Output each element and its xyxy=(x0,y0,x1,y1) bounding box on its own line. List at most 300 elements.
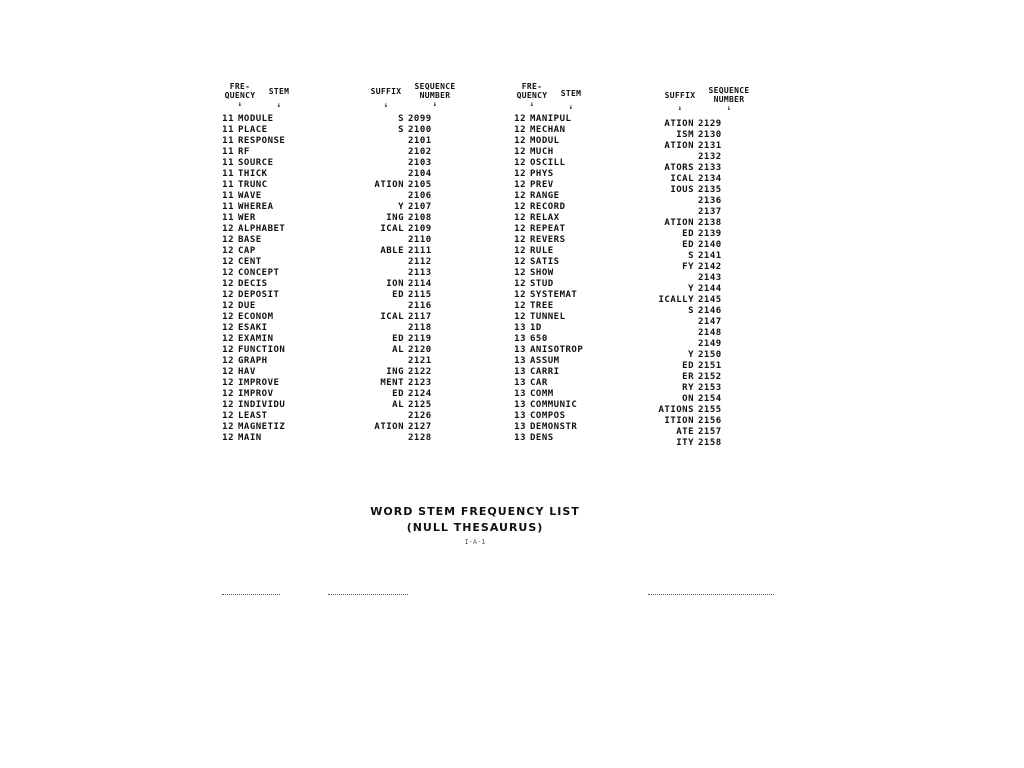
stem-cell: RANGE xyxy=(530,191,560,201)
right-table-row-sequence xyxy=(642,405,730,416)
suffix-cell: Y xyxy=(398,202,404,212)
right-header-suffix-label: SUFFIX xyxy=(664,91,696,100)
footer-rule-right xyxy=(648,594,774,595)
frequency-cell: 12 xyxy=(222,356,234,366)
right-table-row-stem xyxy=(508,114,583,125)
frequency-cell: 11 xyxy=(222,125,234,135)
suffix-cell: ED xyxy=(392,334,404,344)
stem-cell: STUD xyxy=(530,279,554,289)
right-table-row-sequence xyxy=(642,196,730,207)
frequency-cell: 12 xyxy=(514,235,526,245)
left-table-row-stem xyxy=(216,433,285,444)
right-table-row-stem xyxy=(508,191,583,202)
left-table-row-sequence xyxy=(352,411,440,422)
left-table-row-sequence xyxy=(352,345,440,356)
left-header-stem-arrow: ↓ xyxy=(276,101,282,109)
left-table-row-stem xyxy=(216,400,285,411)
stem-cell: SATIS xyxy=(530,257,560,267)
left-stem-column xyxy=(216,114,285,444)
suffix-cell: S xyxy=(398,114,404,124)
stem-cell: MODULE xyxy=(238,114,274,124)
left-table-row-sequence xyxy=(352,422,440,433)
right-table-row-sequence xyxy=(642,416,730,427)
sequence-number-cell: 2152 xyxy=(698,372,722,382)
left-header-frequency-line1: FRE- xyxy=(229,82,251,91)
left-header-stem-label: STEM xyxy=(268,87,290,96)
sequence-number-cell: 2100 xyxy=(408,125,432,135)
stem-cell: ANISOTROP xyxy=(530,345,584,355)
left-sequence-column xyxy=(352,114,440,444)
frequency-cell: 13 xyxy=(514,345,526,355)
left-header-suffix xyxy=(366,87,406,109)
sequence-number-cell: 2141 xyxy=(698,251,722,261)
right-table-row-stem xyxy=(508,125,583,136)
frequency-cell: 12 xyxy=(514,180,526,190)
left-table-row-sequence xyxy=(352,191,440,202)
right-table-row-stem xyxy=(508,268,583,279)
left-table-row-sequence xyxy=(352,290,440,301)
left-table-row-stem xyxy=(216,114,285,125)
left-table-row-sequence xyxy=(352,235,440,246)
suffix-cell: ING xyxy=(386,213,404,223)
suffix-cell: ATION xyxy=(664,218,694,228)
suffix-cell: ICAL xyxy=(670,174,694,184)
sequence-number-cell: 2116 xyxy=(408,301,432,311)
sequence-number-cell: 2107 xyxy=(408,202,432,212)
stem-cell: RECORD xyxy=(530,202,566,212)
left-table-row-sequence xyxy=(352,158,440,169)
stem-cell: REVERS xyxy=(530,235,566,245)
frequency-cell: 12 xyxy=(222,290,234,300)
stem-cell: GRAPH xyxy=(238,356,268,366)
right-table-row-sequence xyxy=(642,163,730,174)
right-table-row-sequence xyxy=(642,174,730,185)
left-table-row-sequence xyxy=(352,180,440,191)
right-header-sequence-line2: NUMBER xyxy=(713,95,745,104)
stem-cell: WER xyxy=(238,213,256,223)
right-table-row-stem xyxy=(508,334,583,345)
right-table-row-stem xyxy=(508,356,583,367)
sequence-number-cell: 2103 xyxy=(408,158,432,168)
left-table-row-stem xyxy=(216,389,285,400)
sequence-number-cell: 2124 xyxy=(408,389,432,399)
suffix-cell: AL xyxy=(392,345,404,355)
left-table-row-sequence xyxy=(352,356,440,367)
right-table-row-sequence xyxy=(642,130,730,141)
left-table-row-stem xyxy=(216,191,285,202)
sequence-number-cell: 2105 xyxy=(408,180,432,190)
stem-cell: BASE xyxy=(238,235,262,245)
left-table-row-stem xyxy=(216,345,285,356)
right-header-frequency-line2: QUENCY xyxy=(516,91,548,100)
frequency-cell: 12 xyxy=(514,312,526,322)
right-header-sequence-arrow: ↓ xyxy=(726,104,732,112)
left-table-row-stem xyxy=(216,378,285,389)
left-table-row-sequence xyxy=(352,367,440,378)
sequence-number-cell: 2125 xyxy=(408,400,432,410)
right-table-row-sequence xyxy=(642,350,730,361)
suffix-cell: ON xyxy=(682,394,694,404)
suffix-cell: ED xyxy=(682,229,694,239)
right-table-row-stem xyxy=(508,367,583,378)
frequency-cell: 11 xyxy=(222,147,234,157)
left-header-suffix-label: SUFFIX xyxy=(370,87,402,96)
right-table-row-sequence xyxy=(642,273,730,284)
page-number: I-A-1 xyxy=(464,538,486,546)
left-table-row-sequence xyxy=(352,147,440,158)
left-header-sequence-line2: NUMBER xyxy=(419,91,451,100)
stem-cell: ALPHABET xyxy=(238,224,286,234)
sequence-number-cell: 2123 xyxy=(408,378,432,388)
frequency-cell: 13 xyxy=(514,400,526,410)
right-table-row-sequence xyxy=(642,295,730,306)
left-table-row-stem xyxy=(216,224,285,235)
stem-cell: RF xyxy=(238,147,250,157)
sequence-number-cell: 2151 xyxy=(698,361,722,371)
right-table-row-stem xyxy=(508,180,583,191)
right-header-frequency xyxy=(514,82,550,108)
right-table-row-sequence xyxy=(642,306,730,317)
right-table-row-stem xyxy=(508,235,583,246)
right-table-row-sequence xyxy=(642,240,730,251)
right-header-suffix-arrow: ↓ xyxy=(677,104,683,112)
stem-cell: IMPROV xyxy=(238,389,274,399)
sequence-number-cell: 2136 xyxy=(698,196,722,206)
sequence-number-cell: 2153 xyxy=(698,383,722,393)
suffix-cell: ATION xyxy=(374,180,404,190)
stem-cell: COMM xyxy=(530,389,554,399)
suffix-cell: ATIONS xyxy=(658,405,694,415)
stem-cell: MUCH xyxy=(530,147,554,157)
right-table-row-sequence xyxy=(642,262,730,273)
right-sequence-column xyxy=(642,119,730,449)
right-table-row-sequence xyxy=(642,361,730,372)
right-table-row-sequence xyxy=(642,218,730,229)
suffix-cell: FY xyxy=(682,262,694,272)
left-table-row-sequence xyxy=(352,125,440,136)
suffix-cell: Y xyxy=(688,350,694,360)
sequence-number-cell: 2134 xyxy=(698,174,722,184)
left-table-row-stem xyxy=(216,367,285,378)
stem-cell: COMMUNIC xyxy=(530,400,578,410)
stem-cell: INDIVIDU xyxy=(238,400,286,410)
stem-cell: DUE xyxy=(238,301,256,311)
left-table-row-sequence xyxy=(352,136,440,147)
stem-cell: ECONOM xyxy=(238,312,274,322)
stem-cell: LEAST xyxy=(238,411,268,421)
frequency-cell: 12 xyxy=(222,312,234,322)
sequence-number-cell: 2121 xyxy=(408,356,432,366)
sequence-number-cell: 2139 xyxy=(698,229,722,239)
stem-cell: TRUNC xyxy=(238,180,268,190)
sequence-number-cell: 2137 xyxy=(698,207,722,217)
sequence-number-cell: 2155 xyxy=(698,405,722,415)
stem-cell: PHYS xyxy=(530,169,554,179)
sequence-number-cell: 2099 xyxy=(408,114,432,124)
sequence-number-cell: 2104 xyxy=(408,169,432,179)
frequency-cell: 11 xyxy=(222,114,234,124)
sequence-number-cell: 2154 xyxy=(698,394,722,404)
stem-cell: SYSTEMAT xyxy=(530,290,578,300)
frequency-cell: 12 xyxy=(514,279,526,289)
right-table-row-sequence xyxy=(642,372,730,383)
right-table-row-stem xyxy=(508,158,583,169)
frequency-cell: 12 xyxy=(222,411,234,421)
right-header-stem-label: STEM xyxy=(560,89,582,98)
suffix-cell: ATION xyxy=(664,119,694,129)
right-table-row-sequence xyxy=(642,141,730,152)
stem-cell: MAGNETIZ xyxy=(238,422,286,432)
left-table-row-stem xyxy=(216,312,285,323)
stem-cell: ASSUM xyxy=(530,356,560,366)
right-table-row-stem xyxy=(508,433,583,444)
frequency-cell: 12 xyxy=(222,301,234,311)
frequency-cell: 12 xyxy=(514,191,526,201)
sequence-number-cell: 2140 xyxy=(698,240,722,250)
frequency-cell: 12 xyxy=(222,257,234,267)
stem-cell: RELAX xyxy=(530,213,560,223)
left-table-row-sequence xyxy=(352,114,440,125)
document-title: WORD STEM FREQUENCY LIST xyxy=(370,505,580,518)
suffix-cell: ED xyxy=(682,240,694,250)
left-table-row-stem xyxy=(216,301,285,312)
right-table-row-stem xyxy=(508,411,583,422)
left-table-row-stem xyxy=(216,323,285,334)
sequence-number-cell: 2132 xyxy=(698,152,722,162)
left-table-row-stem xyxy=(216,279,285,290)
frequency-cell: 11 xyxy=(222,136,234,146)
sequence-number-cell: 2122 xyxy=(408,367,432,377)
left-header-frequency-arrow: ↓ xyxy=(237,100,243,108)
left-header-sequence-arrow: ↓ xyxy=(432,100,438,108)
sequence-number-cell: 2109 xyxy=(408,224,432,234)
frequency-cell: 12 xyxy=(222,389,234,399)
sequence-number-cell: 2110 xyxy=(408,235,432,245)
frequency-cell: 12 xyxy=(222,433,234,443)
sequence-number-cell: 2102 xyxy=(408,147,432,157)
right-header-stem-arrow: ↓ xyxy=(568,103,574,111)
suffix-cell: ATORS xyxy=(664,163,694,173)
sequence-number-cell: 2119 xyxy=(408,334,432,344)
frequency-cell: 12 xyxy=(514,213,526,223)
left-table-row-sequence xyxy=(352,301,440,312)
frequency-cell: 13 xyxy=(514,411,526,421)
left-table-row-sequence xyxy=(352,279,440,290)
left-table-row-stem xyxy=(216,422,285,433)
stem-cell: IMPROVE xyxy=(238,378,280,388)
right-table-row-stem xyxy=(508,224,583,235)
right-table-row-sequence xyxy=(642,185,730,196)
stem-cell: PREV xyxy=(530,180,554,190)
stem-cell: RULE xyxy=(530,246,554,256)
frequency-cell: 12 xyxy=(222,367,234,377)
suffix-cell: S xyxy=(398,125,404,135)
sequence-number-cell: 2127 xyxy=(408,422,432,432)
left-table-row-stem xyxy=(216,180,285,191)
left-table-row-sequence xyxy=(352,389,440,400)
frequency-cell: 12 xyxy=(222,323,234,333)
right-header-stem xyxy=(554,89,588,111)
suffix-cell: ED xyxy=(682,361,694,371)
frequency-cell: 12 xyxy=(222,422,234,432)
suffix-cell: ABLE xyxy=(380,246,404,256)
right-table-row-stem xyxy=(508,202,583,213)
frequency-cell: 13 xyxy=(514,334,526,344)
frequency-cell: 13 xyxy=(514,323,526,333)
left-table-row-stem xyxy=(216,125,285,136)
left-header-frequency-line2: QUENCY xyxy=(224,91,256,100)
stem-cell: MODUL xyxy=(530,136,560,146)
suffix-cell: ICALLY xyxy=(658,295,694,305)
frequency-cell: 12 xyxy=(514,301,526,311)
right-table-row-sequence xyxy=(642,119,730,130)
right-table-row-stem xyxy=(508,257,583,268)
sequence-number-cell: 2131 xyxy=(698,141,722,151)
left-table-row-stem xyxy=(216,158,285,169)
frequency-cell: 13 xyxy=(514,356,526,366)
suffix-cell: ATE xyxy=(676,427,694,437)
frequency-cell: 12 xyxy=(514,257,526,267)
right-table-row-sequence xyxy=(642,152,730,163)
left-table-row-sequence xyxy=(352,334,440,345)
sequence-number-cell: 2138 xyxy=(698,218,722,228)
sequence-number-cell: 2150 xyxy=(698,350,722,360)
frequency-cell: 12 xyxy=(222,268,234,278)
left-table-row-sequence xyxy=(352,246,440,257)
frequency-cell: 13 xyxy=(514,367,526,377)
right-header-suffix xyxy=(660,91,700,112)
left-header-sequence-line1: SEQUENCE xyxy=(414,82,456,91)
suffix-cell: ATION xyxy=(664,141,694,151)
right-header-frequency-line1: FRE- xyxy=(521,82,543,91)
suffix-cell: AL xyxy=(392,400,404,410)
frequency-cell: 12 xyxy=(514,290,526,300)
stem-cell: CAR xyxy=(530,378,548,388)
right-header-frequency-arrow: ↓ xyxy=(529,100,535,108)
stem-cell: 650 xyxy=(530,334,548,344)
sequence-number-cell: 2148 xyxy=(698,328,722,338)
right-table-row-stem xyxy=(508,312,583,323)
left-table-row-sequence xyxy=(352,257,440,268)
stem-cell: MANIPUL xyxy=(530,114,572,124)
frequency-cell: 11 xyxy=(222,169,234,179)
stem-cell: THICK xyxy=(238,169,268,179)
sequence-number-cell: 2129 xyxy=(698,119,722,129)
sequence-number-cell: 2158 xyxy=(698,438,722,448)
suffix-cell: ITION xyxy=(664,416,694,426)
frequency-cell: 12 xyxy=(514,224,526,234)
right-table-row-stem xyxy=(508,246,583,257)
sequence-number-cell: 2101 xyxy=(408,136,432,146)
suffix-cell: ITY xyxy=(676,438,694,448)
left-table-row-sequence xyxy=(352,224,440,235)
suffix-cell: IOUS xyxy=(670,185,694,195)
left-table-row-stem xyxy=(216,290,285,301)
sequence-number-cell: 2146 xyxy=(698,306,722,316)
stem-cell: CONCEPT xyxy=(238,268,280,278)
stem-cell: RESPONSE xyxy=(238,136,286,146)
left-table-row-sequence xyxy=(352,213,440,224)
frequency-cell: 12 xyxy=(222,400,234,410)
suffix-cell: Y xyxy=(688,284,694,294)
suffix-cell: ER xyxy=(682,372,694,382)
sequence-number-cell: 2118 xyxy=(408,323,432,333)
stem-cell: MAIN xyxy=(238,433,262,443)
stem-cell: HAV xyxy=(238,367,256,377)
left-table-row-stem xyxy=(216,202,285,213)
left-table-row-stem xyxy=(216,213,285,224)
right-table-row-stem xyxy=(508,279,583,290)
frequency-cell: 12 xyxy=(514,158,526,168)
sequence-number-cell: 2112 xyxy=(408,257,432,267)
right-table-row-stem xyxy=(508,290,583,301)
left-table-row-sequence xyxy=(352,323,440,334)
stem-cell: TUNNEL xyxy=(530,312,566,322)
right-table-row-stem xyxy=(508,169,583,180)
left-table-row-sequence xyxy=(352,202,440,213)
suffix-cell: ATION xyxy=(374,422,404,432)
stem-cell: WHEREA xyxy=(238,202,274,212)
sequence-number-cell: 2111 xyxy=(408,246,432,256)
right-table-row-sequence xyxy=(642,207,730,218)
left-table-row-sequence xyxy=(352,378,440,389)
stem-cell: SHOW xyxy=(530,268,554,278)
stem-cell: OSCILL xyxy=(530,158,566,168)
left-table-row-sequence xyxy=(352,433,440,444)
stem-cell: WAVE xyxy=(238,191,262,201)
right-table-row-stem xyxy=(508,301,583,312)
left-table-row-stem xyxy=(216,169,285,180)
right-table-row-sequence xyxy=(642,427,730,438)
sequence-number-cell: 2147 xyxy=(698,317,722,327)
suffix-cell: ED xyxy=(392,290,404,300)
stem-cell: 1D xyxy=(530,323,542,333)
frequency-cell: 12 xyxy=(514,114,526,124)
stem-cell: CAP xyxy=(238,246,256,256)
sequence-number-cell: 2126 xyxy=(408,411,432,421)
frequency-cell: 12 xyxy=(514,125,526,135)
frequency-cell: 12 xyxy=(514,246,526,256)
sequence-number-cell: 2128 xyxy=(408,433,432,443)
stem-cell: TREE xyxy=(530,301,554,311)
suffix-cell: S xyxy=(688,251,694,261)
stem-cell: ESAKI xyxy=(238,323,268,333)
sequence-number-cell: 2144 xyxy=(698,284,722,294)
left-table-row-stem xyxy=(216,334,285,345)
stem-cell: PLACE xyxy=(238,125,268,135)
left-table-row-stem xyxy=(216,257,285,268)
stem-cell: FUNCTION xyxy=(238,345,286,355)
frequency-cell: 13 xyxy=(514,378,526,388)
stem-cell: DEPOSIT xyxy=(238,290,280,300)
frequency-cell: 12 xyxy=(514,169,526,179)
right-table-row-stem xyxy=(508,213,583,224)
right-table-row-stem xyxy=(508,389,583,400)
sequence-number-cell: 2108 xyxy=(408,213,432,223)
frequency-cell: 12 xyxy=(222,235,234,245)
left-table-row-stem xyxy=(216,147,285,158)
sequence-number-cell: 2113 xyxy=(408,268,432,278)
frequency-cell: 12 xyxy=(222,345,234,355)
left-table-row-sequence xyxy=(352,312,440,323)
frequency-cell: 12 xyxy=(514,268,526,278)
left-header-suffix-arrow: ↓ xyxy=(383,101,389,109)
frequency-cell: 11 xyxy=(222,180,234,190)
frequency-cell: 12 xyxy=(222,378,234,388)
right-table-row-stem xyxy=(508,400,583,411)
frequency-cell: 12 xyxy=(514,136,526,146)
right-table-row-stem xyxy=(508,136,583,147)
